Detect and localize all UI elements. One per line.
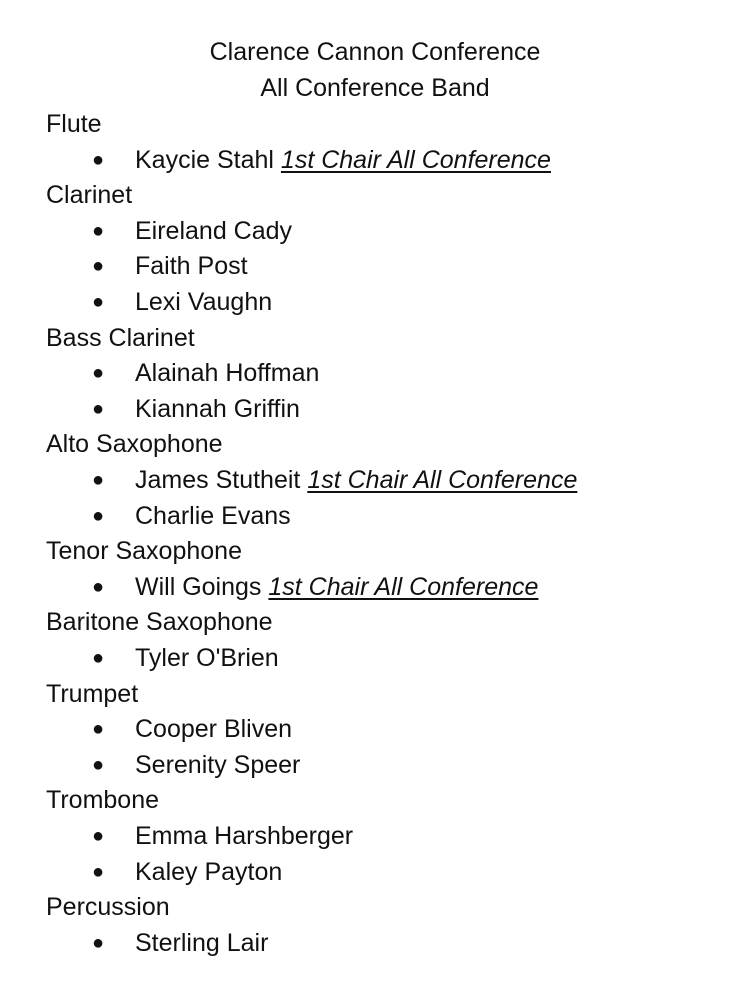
bullet-icon: ● [91,291,105,313]
bullet-icon: ● [91,219,105,242]
bullet-icon: ● [91,148,105,171]
bullet-icon: ● [91,753,105,776]
member-entry [135,854,282,890]
instrument-heading: Percussion [46,893,170,922]
member-entry [135,355,319,391]
member-entry [135,818,353,854]
instrument-heading: Trumpet [46,679,139,708]
member-entry [135,213,292,249]
member-name: Alainah Hoffman [135,359,320,388]
member-name: Faith Post [135,252,248,281]
instrument-heading: Clarinet [46,181,133,210]
member-entry [135,142,551,178]
bullet-icon: ● [91,255,105,278]
member-name: Emma Harshberger [135,822,354,850]
bullet-icon: ● [91,718,105,741]
member-entry [135,569,538,605]
member-entry [135,462,577,498]
member-name: Sterling Lair [135,928,269,957]
member-entry [135,711,292,747]
bullet-icon: ● [91,504,105,527]
instrument-heading: Bass Clarinet [46,323,195,352]
bullet-icon: ● [91,647,105,669]
member-entry [135,640,279,676]
member-name: James Stutheit [135,466,301,494]
member-entry [135,498,291,534]
member-name: Tyler O'Brien [135,644,279,672]
bullet-icon: ● [91,397,105,420]
instrument-heading: Tenor Saxophone [46,537,242,566]
member-entry [135,925,268,961]
member-name: Kaley Payton [135,857,283,886]
honor-label: 1st Chair All Conference [280,145,551,174]
bullet-icon: ● [91,825,105,847]
instrument-heading: Flute [46,110,102,138]
member-name: Serenity Speer [135,750,301,779]
bullet-icon: ● [91,362,105,385]
member-name: Charlie Evans [135,501,291,530]
member-entry [135,391,300,427]
honor-label: 1st Chair All Conference [268,572,539,601]
document-title-line-2: All Conference Band [260,74,490,102]
member-name: Cooper Bliven [135,715,293,744]
member-name: Will Goings [135,572,262,601]
honor-label: 1st Chair All Conference [307,466,578,494]
member-name: Kaycie Stahl [135,145,274,174]
instrument-heading: Alto Saxophone [46,430,223,459]
member-name: Eireland Cady [135,216,293,245]
bullet-icon: ● [91,575,105,598]
bullet-icon: ● [91,931,105,954]
member-entry [135,747,300,783]
bullet-icon: ● [91,469,105,491]
member-name: Kiannah Griffin [135,394,300,423]
instrument-heading: Baritone Saxophone [46,608,273,637]
member-entry [135,248,248,284]
member-name: Lexi Vaughn [135,288,273,316]
instrument-heading: Trombone [46,786,160,815]
member-entry [135,284,272,320]
bullet-icon: ● [91,860,105,883]
document-title-line-1: Clarence Cannon Conference [209,38,541,66]
